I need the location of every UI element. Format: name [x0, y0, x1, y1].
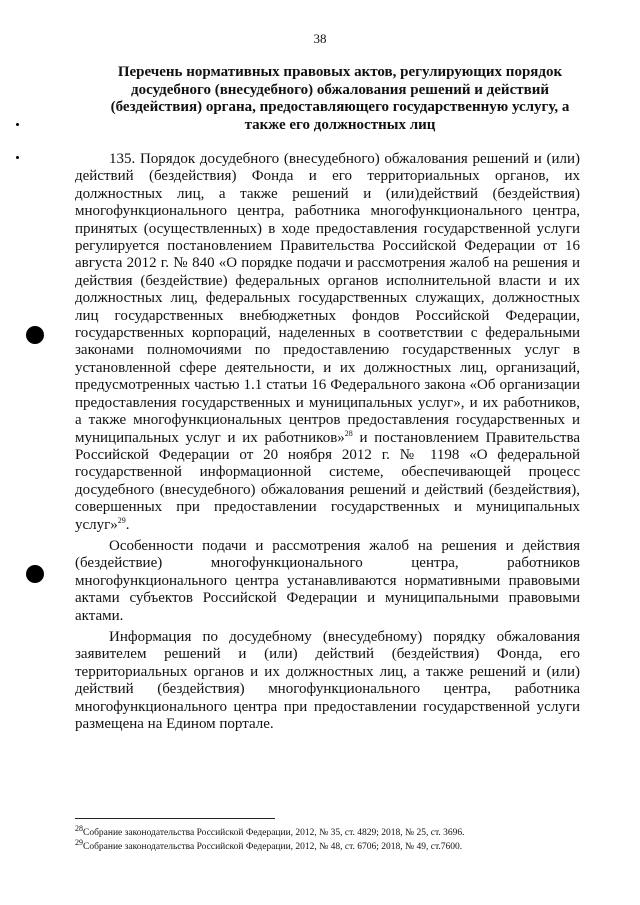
footnote-text: Собрание законодательства Российской Федерации, 2012, № 48, ст. 6706; 2018, № 49, ст.7600.	[83, 842, 463, 852]
footnote-reference: 28	[344, 428, 353, 438]
paragraph-portal-info: Информация по досудебному (внесудебному) порядку обжалования заявителем решений и (или) действий (бездействия) Фонда, его территориальных органов и их должностных лиц, а также решений и (или) действий (бездействия) многофункционального центра, работника многофункционального центра при предоставлении государственной услуги размещена на Едином портале.	[75, 628, 580, 732]
paragraph-text: и постановлением Правительства Российской Федерации от 20 ноября 2012 г. № 1198 «О федеральной государственной информационной системе, обеспечивающей процесс досудебного (внесудебного) обжалования решений и действий (бездействия), совершенных при предоставлении государственных и муниципальных услуг»	[75, 429, 580, 533]
footnote-item	[75, 823, 580, 840]
paragraph-mfc-complaints: Особенности подачи и рассмотрения жалоб на решения и действия (бездействие) многофункционального центра, работников многофункционального центра устанавливаются нормативными правовыми актами субъектов Российской Федерации и муниципальными правовыми актами.	[75, 537, 580, 624]
binder-hole-mark	[26, 326, 44, 344]
margin-dot-mark	[16, 156, 19, 159]
section-heading: Перечень нормативных правовых актов, регулирующих порядок досудебного (внесудебного) обжалования решений и действий (бездействия) органа, предоставляющего государственную услугу, а также его должностных лиц	[110, 64, 570, 133]
footnote-reference: 29	[117, 515, 126, 525]
page-number: 38	[313, 31, 327, 46]
paragraph-text: 135. Порядок досудебного (внесудебного) обжалования решений и (или) действий (бездействия) Фонда и его территориальных органов, их должностных лиц, а также решений и (или)действий (бездействия) многофункционального центра, работника многофункционального центра, принятых (осуществленных) в ходе предоставления государственной услуги регулируется постановлением Правительства Российской Федерации от 16 августа 2012 г. № 840 «О порядке подачи и рассмотрения жалоб на решения и действия (бездействие) федеральных органов исполнительной власти и их должностных лиц, федеральных государственных служащих, должностных лиц государственных внебюджетных фондов Российской Федерации, государственных корпораций, наделенных в соответствии с федеральными законами полномочиями по предоставлению государственных услуг в установленной сфере деятельности, и их должностных лиц, организаций, предусмотренных частью 1.1 статьи 16 Федерального закона «Об организации предоставления государственных и муниципальных услуг», и их работников, а также многофункциональных центров предоставления государственных и муниципальных услуг и их работников»	[75, 151, 580, 446]
footnotes	[75, 823, 580, 854]
binder-hole-mark	[26, 565, 44, 583]
footnote-number: 28	[75, 823, 83, 833]
footnote-number: 29	[75, 837, 83, 847]
paragraph-135	[75, 151, 580, 534]
paragraph-text: .	[125, 516, 130, 533]
margin-dot-mark	[16, 123, 19, 126]
footnote-text: Собрание законодательства Российской Федерации, 2012, № 35, ст. 4829; 2018, № 25, ст. 3696.	[83, 828, 465, 838]
body-text	[75, 151, 580, 733]
footnote-divider	[75, 818, 275, 819]
footnote-item	[75, 837, 580, 854]
